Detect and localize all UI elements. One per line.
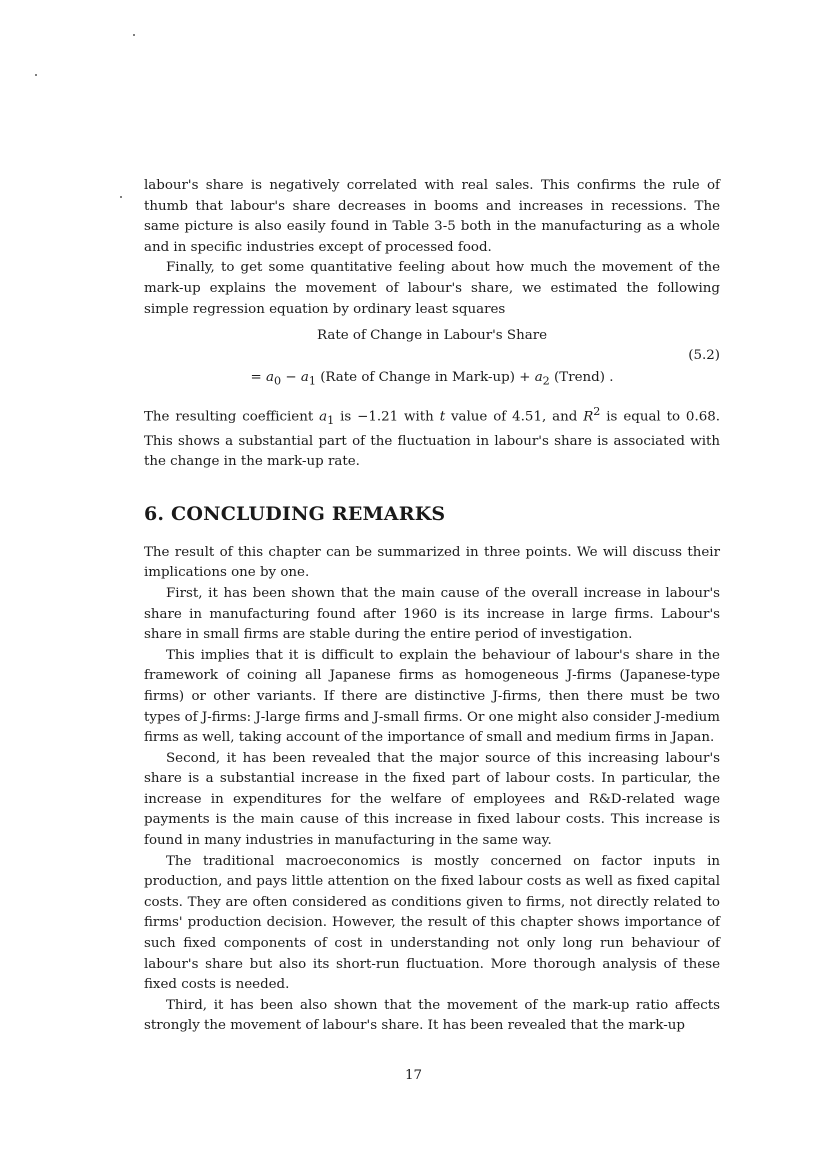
- paragraph: The traditional macroeconomics is mostly concerned on factor inputs in production, and pays little attention on the fixed labour costs as well as fixed capital costs. They are often considered as conditions given to firms, not directly related to firms' production decision. However, the result of this chapter shows importance of such fixed components of cost in understanding not only long run behaviour of labour's share but also its short-run fluctuation. More thorough analysis of these fixed costs is needed.: [144, 853, 720, 993]
- equation-line-2: = $a_0 - a_1$ (Rate of Change in Mark-up) + $a_2$ (Trend) .: [250, 370, 614, 388]
- result-paragraph: The resulting coefficient $a_1$ is −1.21 with t value of 4.51, and $R^2$ is equal to 0.68. This shows a substantial part of the fluctuation in labour's share is associated with the change in the mark-up rate.: [144, 404, 720, 470]
- scan-speck: [120, 196, 122, 198]
- scan-speck: [35, 74, 37, 76]
- paragraph: This implies that it is difficult to explain the behaviour of labour's share in the framework of coining all Japanese firms as homogeneous J-firms (Japanese-type firms) or other variants. If there are distinctive J-firms, then there must be two types of J-firms: J-large firms and J-small firms. Or one might also consider J-medium firms as well, taking account of the importance of small and medium firms in Japan.: [144, 647, 720, 746]
- page-body: [144, 176, 720, 1037]
- section-heading: 6. CONCLUDING REMARKS: [144, 502, 446, 525]
- paragraph: labour's share is negatively correlated with real sales. This confirms the rule of thumb that labour's share decreases in booms and increases in recessions. The same picture is also easily found in Table 3-5 both in the manufacturing as a whole and in specific industries except of processed food.: [144, 178, 720, 255]
- paragraph: Third, it has been also shown that the movement of the mark-up ratio affects strongly the movement of labour's share. It has been revealed that the mark-up: [144, 997, 720, 1034]
- regression-equation: [144, 326, 720, 392]
- paragraph: First, it has been shown that the main cause of the overall increase in labour's share in manufacturing found after 1960 is its increase in large firms. Labour's share in small firms are stable during the entire period of investigation.: [144, 585, 720, 643]
- paragraph: Finally, to get some quantitative feeling about how much the movement of the mark-up explains the movement of labour's share, we estimated the following simple regression equation by ordinary least squares: [144, 260, 720, 317]
- page-number: 17: [404, 1068, 423, 1083]
- paragraph: The result of this chapter can be summarized in three points. We will discuss their implications one by one.: [144, 544, 720, 581]
- paragraph: Second, it has been revealed that the major source of this increasing labour's share is a substantial increase in the fixed part of labour costs. In particular, the increase in expenditures for the welfare of employees and R&D-related wage payments is the main cause of this increase in fixed labour costs. This increase is found in many industries in manufacturing in the same way.: [144, 750, 720, 849]
- scan-speck: [133, 34, 135, 36]
- equation-number: (5.2): [688, 348, 720, 364]
- equation-line-1: Rate of Change in Labour's Share: [316, 328, 548, 344]
